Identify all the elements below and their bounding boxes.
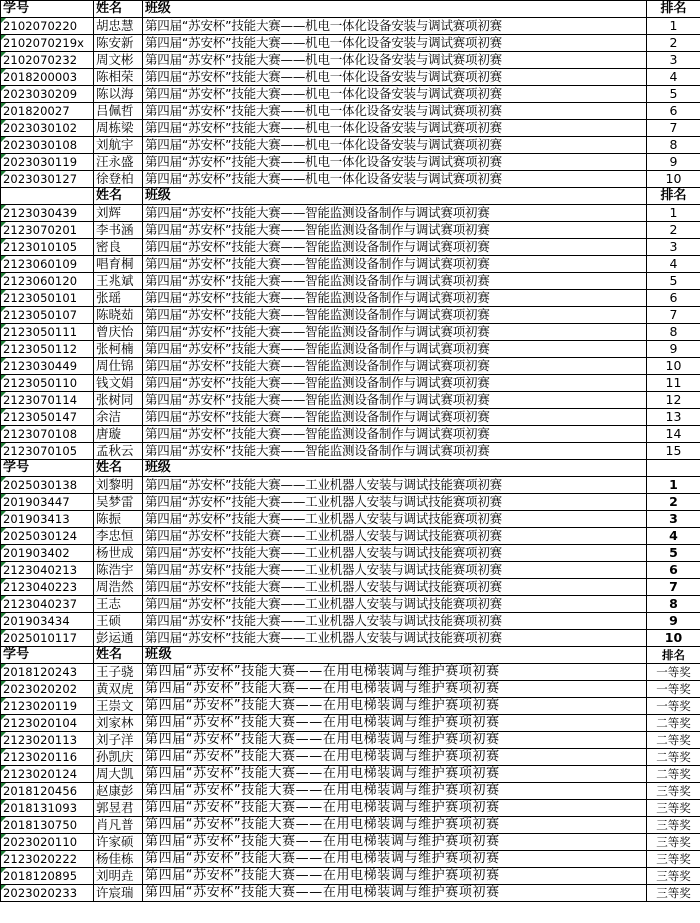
student-name-cell: 陈安新 — [94, 35, 143, 52]
header-rank: 排名 — [647, 647, 700, 664]
student-name-cell: 许宸瑞 — [94, 885, 143, 902]
student-name-cell: 刘明垚 — [94, 868, 143, 885]
student-id-cell: 2018120895 — [1, 868, 94, 885]
table-row — [1, 18, 700, 35]
student-name-cell: 钱文娟 — [94, 375, 143, 392]
table-row — [1, 375, 700, 392]
table-row — [1, 511, 700, 528]
table-row — [1, 528, 700, 545]
student-name-cell: 陈以海 — [94, 86, 143, 103]
section-3 — [1, 460, 700, 647]
student-name-cell: 周文彬 — [94, 52, 143, 69]
header-row — [1, 460, 700, 477]
rank-cell: 6 — [647, 103, 700, 120]
rank-cell: 2 — [647, 222, 700, 239]
table-row — [1, 800, 700, 817]
class-cell: 第四届“苏安杯”技能大赛——工业机器人安装与调试技能赛项初赛 — [143, 511, 647, 528]
rank-cell: 3 — [647, 52, 700, 69]
header-class: 班级 — [143, 647, 647, 664]
student-id-cell: 2023030102 — [1, 120, 94, 137]
student-id-cell: 2123070201 — [1, 222, 94, 239]
table-row — [1, 341, 700, 358]
student-id-cell: 2123030449 — [1, 358, 94, 375]
student-name-cell: 许家硕 — [94, 834, 143, 851]
table-row — [1, 69, 700, 86]
header-student-id: 学号 — [1, 460, 94, 477]
student-name-cell: 王崇文 — [94, 698, 143, 715]
student-name-cell: 密良 — [94, 239, 143, 256]
rank-cell: 12 — [647, 392, 700, 409]
student-name-cell: 唐璇 — [94, 426, 143, 443]
student-name-cell: 王硕 — [94, 613, 143, 630]
class-cell: 第四届“苏安杯”技能大赛——在用电梯装调与维护赛项初赛 — [143, 766, 647, 783]
rank-cell: 9 — [647, 154, 700, 171]
student-id-cell: 2025030124 — [1, 528, 94, 545]
student-name-cell: 孙凯庆 — [94, 749, 143, 766]
class-cell: 第四届“苏安杯”技能大赛——智能监测设备制作与调试赛项初赛 — [143, 392, 647, 409]
table-row — [1, 766, 700, 783]
student-id-cell: 2123070114 — [1, 392, 94, 409]
class-cell: 第四届“苏安杯”技能大赛——机电一体化设备安装与调试赛项初赛 — [143, 103, 647, 120]
class-cell: 第四届“苏安杯”技能大赛——智能监测设备制作与调试赛项初赛 — [143, 205, 647, 222]
student-name-cell: 余洁 — [94, 409, 143, 426]
student-id-cell: 2023030119 — [1, 154, 94, 171]
student-id-cell: 2123030439 — [1, 205, 94, 222]
table-row — [1, 749, 700, 766]
header-name: 姓名 — [94, 647, 143, 664]
class-cell: 第四届“苏安杯”技能大赛——工业机器人安装与调试技能赛项初赛 — [143, 562, 647, 579]
class-cell: 第四届“苏安杯”技能大赛——智能监测设备制作与调试赛项初赛 — [143, 273, 647, 290]
class-cell: 第四届“苏安杯”技能大赛——机电一体化设备安装与调试赛项初赛 — [143, 35, 647, 52]
student-id-cell: 2023030127 — [1, 171, 94, 188]
rank-cell: 三等奖 — [647, 800, 700, 817]
class-cell: 第四届“苏安杯”技能大赛——智能监测设备制作与调试赛项初赛 — [143, 409, 647, 426]
rank-cell: 三等奖 — [647, 885, 700, 902]
student-id-cell: 201903413 — [1, 511, 94, 528]
rank-cell: 8 — [647, 324, 700, 341]
student-name-cell: 张瑶 — [94, 290, 143, 307]
student-name-cell: 陈相荣 — [94, 69, 143, 86]
class-cell: 第四届“苏安杯”技能大赛——在用电梯装调与维护赛项初赛 — [143, 715, 647, 732]
table-row — [1, 545, 700, 562]
rank-cell: 1 — [647, 477, 700, 494]
student-name-cell: 黄双虎 — [94, 681, 143, 698]
student-name-cell: 刘黎明 — [94, 477, 143, 494]
student-id-cell: 2123020116 — [1, 749, 94, 766]
class-cell: 第四届“苏安杯”技能大赛——在用电梯装调与维护赛项初赛 — [143, 749, 647, 766]
rank-cell: 14 — [647, 426, 700, 443]
rank-cell: 5 — [647, 273, 700, 290]
student-name-cell: 杨世成 — [94, 545, 143, 562]
rank-cell: 1 — [647, 205, 700, 222]
student-id-cell: 2123040223 — [1, 579, 94, 596]
rank-cell: 15 — [647, 443, 700, 460]
class-cell: 第四届“苏安杯”技能大赛——在用电梯装调与维护赛项初赛 — [143, 817, 647, 834]
rank-cell: 4 — [647, 69, 700, 86]
table-row — [1, 732, 700, 749]
student-name-cell: 彭运通 — [94, 630, 143, 647]
student-id-cell: 2018200003 — [1, 69, 94, 86]
student-id-cell: 2018130750 — [1, 817, 94, 834]
rank-cell: 6 — [647, 562, 700, 579]
header-student-id: 学号 — [1, 1, 94, 18]
rank-cell: 7 — [647, 307, 700, 324]
rank-cell: 2 — [647, 494, 700, 511]
class-cell: 第四届“苏安杯”技能大赛——智能监测设备制作与调试赛项初赛 — [143, 324, 647, 341]
table-row — [1, 273, 700, 290]
class-cell: 第四届“苏安杯”技能大赛——工业机器人安装与调试技能赛项初赛 — [143, 545, 647, 562]
student-name-cell: 周大凯 — [94, 766, 143, 783]
table-row — [1, 171, 700, 188]
student-name-cell: 周浩然 — [94, 579, 143, 596]
class-cell: 第四届“苏安杯”技能大赛——在用电梯装调与维护赛项初赛 — [143, 664, 647, 681]
table-row — [1, 120, 700, 137]
rank-cell: 5 — [647, 86, 700, 103]
table-row — [1, 596, 700, 613]
rank-cell: 8 — [647, 137, 700, 154]
student-id-cell: 2123020124 — [1, 766, 94, 783]
class-cell: 第四届“苏安杯”技能大赛——智能监测设备制作与调试赛项初赛 — [143, 290, 647, 307]
header-class: 班级 — [143, 188, 647, 205]
class-cell: 第四届“苏安杯”技能大赛——智能监测设备制作与调试赛项初赛 — [143, 222, 647, 239]
student-id-cell: 2018120243 — [1, 664, 94, 681]
rank-cell: 1 — [647, 18, 700, 35]
student-name-cell: 刘子洋 — [94, 732, 143, 749]
student-name-cell: 王志 — [94, 596, 143, 613]
rank-cell: 9 — [647, 613, 700, 630]
table-row — [1, 137, 700, 154]
rank-cell: 3 — [647, 239, 700, 256]
rank-cell: 11 — [647, 375, 700, 392]
class-cell: 第四届“苏安杯”技能大赛——在用电梯装调与维护赛项初赛 — [143, 698, 647, 715]
student-id-cell: 2025010117 — [1, 630, 94, 647]
table-row — [1, 443, 700, 460]
class-cell: 第四届“苏安杯”技能大赛——在用电梯装调与维护赛项初赛 — [143, 885, 647, 902]
student-id-cell: 2018131093 — [1, 800, 94, 817]
header-name: 姓名 — [94, 1, 143, 18]
class-cell: 第四届“苏安杯”技能大赛——工业机器人安装与调试技能赛项初赛 — [143, 630, 647, 647]
class-cell: 第四届“苏安杯”技能大赛——在用电梯装调与维护赛项初赛 — [143, 681, 647, 698]
section-2 — [1, 188, 700, 460]
table-row — [1, 579, 700, 596]
student-name-cell: 刘辉 — [94, 205, 143, 222]
table-row — [1, 307, 700, 324]
table-row — [1, 851, 700, 868]
header-rank: 排名 — [647, 1, 700, 18]
class-cell: 第四届“苏安杯”技能大赛——工业机器人安装与调试技能赛项初赛 — [143, 579, 647, 596]
table-row — [1, 698, 700, 715]
header-class: 班级 — [143, 460, 647, 477]
student-id-cell: 2023020202 — [1, 681, 94, 698]
rank-cell: 三等奖 — [647, 851, 700, 868]
rank-cell: 三等奖 — [647, 868, 700, 885]
table-row — [1, 613, 700, 630]
class-cell: 第四届“苏安杯”技能大赛——智能监测设备制作与调试赛项初赛 — [143, 307, 647, 324]
class-cell: 第四届“苏安杯”技能大赛——智能监测设备制作与调试赛项初赛 — [143, 239, 647, 256]
table-row — [1, 817, 700, 834]
student-id-cell: 2018120456 — [1, 783, 94, 800]
student-name-cell: 刘航宇 — [94, 137, 143, 154]
table-row — [1, 154, 700, 171]
header-name: 姓名 — [94, 188, 143, 205]
rank-cell: 10 — [647, 171, 700, 188]
student-name-cell: 吕佩哲 — [94, 103, 143, 120]
rank-cell: 8 — [647, 596, 700, 613]
rank-cell: 3 — [647, 511, 700, 528]
student-id-cell: 2123060109 — [1, 256, 94, 273]
table-row — [1, 562, 700, 579]
header-row — [1, 188, 700, 205]
student-name-cell: 郭昱君 — [94, 800, 143, 817]
rank-cell: 二等奖 — [647, 715, 700, 732]
student-id-cell: 201820027 — [1, 103, 94, 120]
table-row — [1, 239, 700, 256]
table-row — [1, 834, 700, 851]
table-row — [1, 868, 700, 885]
rank-cell: 三等奖 — [647, 817, 700, 834]
class-cell: 第四届“苏安杯”技能大赛——在用电梯装调与维护赛项初赛 — [143, 783, 647, 800]
rank-cell: 6 — [647, 290, 700, 307]
class-cell: 第四届“苏安杯”技能大赛——智能监测设备制作与调试赛项初赛 — [143, 443, 647, 460]
student-id-cell: 201903402 — [1, 545, 94, 562]
student-id-cell: 2123040213 — [1, 562, 94, 579]
student-id-cell: 2123070108 — [1, 426, 94, 443]
student-name-cell: 汪永盛 — [94, 154, 143, 171]
class-cell: 第四届“苏安杯”技能大赛——智能监测设备制作与调试赛项初赛 — [143, 358, 647, 375]
section-4 — [1, 647, 700, 902]
section-1 — [1, 1, 700, 188]
header-student-id: 学号 — [1, 647, 94, 664]
student-name-cell: 徐登柏 — [94, 171, 143, 188]
rank-cell: 4 — [647, 528, 700, 545]
table-row — [1, 324, 700, 341]
student-id-cell: 2123070105 — [1, 443, 94, 460]
rank-cell: 二等奖 — [647, 766, 700, 783]
header-class: 班级 — [143, 1, 647, 18]
rank-cell: 一等奖 — [647, 664, 700, 681]
rank-cell: 4 — [647, 256, 700, 273]
student-name-cell: 唱育桐 — [94, 256, 143, 273]
header-name: 姓名 — [94, 460, 143, 477]
student-id-cell: 2123020113 — [1, 732, 94, 749]
student-id-cell: 2123050112 — [1, 341, 94, 358]
rank-cell: 一等奖 — [647, 698, 700, 715]
rank-cell: 三等奖 — [647, 834, 700, 851]
rank-cell: 10 — [647, 630, 700, 647]
student-id-cell: 2123050107 — [1, 307, 94, 324]
table-row — [1, 358, 700, 375]
class-cell: 第四届“苏安杯”技能大赛——工业机器人安装与调试技能赛项初赛 — [143, 494, 647, 511]
student-id-cell: 2023020110 — [1, 834, 94, 851]
table-row — [1, 52, 700, 69]
class-cell: 第四届“苏安杯”技能大赛——工业机器人安装与调试技能赛项初赛 — [143, 477, 647, 494]
student-id-cell: 2102070232 — [1, 52, 94, 69]
student-name-cell: 王兆斌 — [94, 273, 143, 290]
class-cell: 第四届“苏安杯”技能大赛——机电一体化设备安装与调试赛项初赛 — [143, 154, 647, 171]
student-name-cell: 陈振 — [94, 511, 143, 528]
student-name-cell: 杨佳栋 — [94, 851, 143, 868]
class-cell: 第四届“苏安杯”技能大赛——在用电梯装调与维护赛项初赛 — [143, 868, 647, 885]
student-name-cell: 陈晓茹 — [94, 307, 143, 324]
student-name-cell: 王子骁 — [94, 664, 143, 681]
class-cell: 第四届“苏安杯”技能大赛——在用电梯装调与维护赛项初赛 — [143, 800, 647, 817]
rank-cell: 9 — [647, 341, 700, 358]
class-cell: 第四届“苏安杯”技能大赛——智能监测设备制作与调试赛项初赛 — [143, 341, 647, 358]
table-row — [1, 426, 700, 443]
student-name-cell: 吴梦雷 — [94, 494, 143, 511]
student-id-cell: 2123050147 — [1, 409, 94, 426]
class-cell: 第四届“苏安杯”技能大赛——机电一体化设备安装与调试赛项初赛 — [143, 52, 647, 69]
student-id-cell: 2023030209 — [1, 86, 94, 103]
table-row — [1, 103, 700, 120]
header-rank: 排名 — [647, 188, 700, 205]
student-id-cell: 2123050111 — [1, 324, 94, 341]
student-name-cell: 李忠恒 — [94, 528, 143, 545]
student-id-cell: 201903434 — [1, 613, 94, 630]
table-row — [1, 290, 700, 307]
class-cell: 第四届“苏安杯”技能大赛——工业机器人安装与调试技能赛项初赛 — [143, 528, 647, 545]
table-row — [1, 783, 700, 800]
rank-cell: 二等奖 — [647, 732, 700, 749]
student-name-cell: 张柯楠 — [94, 341, 143, 358]
class-cell: 第四届“苏安杯”技能大赛——机电一体化设备安装与调试赛项初赛 — [143, 69, 647, 86]
student-id-cell: 2102070219x — [1, 35, 94, 52]
class-cell: 第四届“苏安杯”技能大赛——工业机器人安装与调试技能赛项初赛 — [143, 613, 647, 630]
rank-cell: 10 — [647, 358, 700, 375]
table-row — [1, 256, 700, 273]
table-row — [1, 681, 700, 698]
class-cell: 第四届“苏安杯”技能大赛——在用电梯装调与维护赛项初赛 — [143, 732, 647, 749]
student-id-cell: 2123050101 — [1, 290, 94, 307]
student-id-cell: 2123040237 — [1, 596, 94, 613]
student-id-cell: 2123020119 — [1, 698, 94, 715]
class-cell: 第四届“苏安杯”技能大赛——在用电梯装调与维护赛项初赛 — [143, 851, 647, 868]
student-id-cell: 2123060120 — [1, 273, 94, 290]
student-name-cell: 李书涵 — [94, 222, 143, 239]
class-cell: 第四届“苏安杯”技能大赛——机电一体化设备安装与调试赛项初赛 — [143, 120, 647, 137]
table-row — [1, 494, 700, 511]
student-name-cell: 周仕锦 — [94, 358, 143, 375]
class-cell: 第四届“苏安杯”技能大赛——智能监测设备制作与调试赛项初赛 — [143, 256, 647, 273]
student-name-cell: 周栋梁 — [94, 120, 143, 137]
header-student-id — [1, 188, 94, 205]
student-name-cell: 张树同 — [94, 392, 143, 409]
rank-cell: 三等奖 — [647, 783, 700, 800]
header-row — [1, 1, 700, 18]
table-row — [1, 630, 700, 647]
rank-cell: 2 — [647, 35, 700, 52]
rank-cell: 5 — [647, 545, 700, 562]
student-name-cell: 肖凡普 — [94, 817, 143, 834]
table-row — [1, 664, 700, 681]
header-rank — [647, 460, 700, 477]
class-cell: 第四届“苏安杯”技能大赛——机电一体化设备安装与调试赛项初赛 — [143, 18, 647, 35]
rank-cell: 二等奖 — [647, 749, 700, 766]
table-row — [1, 715, 700, 732]
student-name-cell: 孟秋云 — [94, 443, 143, 460]
student-id-cell: 2123010105 — [1, 239, 94, 256]
student-name-cell: 赵康彭 — [94, 783, 143, 800]
table-row — [1, 885, 700, 902]
student-name-cell: 胡忠慧 — [94, 18, 143, 35]
class-cell: 第四届“苏安杯”技能大赛——机电一体化设备安装与调试赛项初赛 — [143, 171, 647, 188]
class-cell: 第四届“苏安杯”技能大赛——智能监测设备制作与调试赛项初赛 — [143, 375, 647, 392]
class-cell: 第四届“苏安杯”技能大赛——机电一体化设备安装与调试赛项初赛 — [143, 137, 647, 154]
class-cell: 第四届“苏安杯”技能大赛——工业机器人安装与调试技能赛项初赛 — [143, 596, 647, 613]
rank-cell: 7 — [647, 120, 700, 137]
student-id-cell: 2023020233 — [1, 885, 94, 902]
table-row — [1, 392, 700, 409]
student-id-cell: 201903447 — [1, 494, 94, 511]
table-row — [1, 205, 700, 222]
student-name-cell: 曾庆怡 — [94, 324, 143, 341]
rank-cell: 7 — [647, 579, 700, 596]
class-cell: 第四届“苏安杯”技能大赛——机电一体化设备安装与调试赛项初赛 — [143, 86, 647, 103]
header-row — [1, 647, 700, 664]
class-cell: 第四届“苏安杯”技能大赛——在用电梯装调与维护赛项初赛 — [143, 834, 647, 851]
student-id-cell: 2123050110 — [1, 375, 94, 392]
student-id-cell: 2025030138 — [1, 477, 94, 494]
student-id-cell: 2102070220 — [1, 18, 94, 35]
table-row — [1, 86, 700, 103]
table-row — [1, 35, 700, 52]
student-id-cell: 2023030108 — [1, 137, 94, 154]
table-row — [1, 409, 700, 426]
student-name-cell: 陈浩宇 — [94, 562, 143, 579]
table-row — [1, 477, 700, 494]
table-row — [1, 222, 700, 239]
class-cell: 第四届“苏安杯”技能大赛——智能监测设备制作与调试赛项初赛 — [143, 426, 647, 443]
student-id-cell: 2123020104 — [1, 715, 94, 732]
student-name-cell: 刘家林 — [94, 715, 143, 732]
student-id-cell: 2123020222 — [1, 851, 94, 868]
rank-cell: 13 — [647, 409, 700, 426]
rank-cell: 一等奖 — [647, 681, 700, 698]
